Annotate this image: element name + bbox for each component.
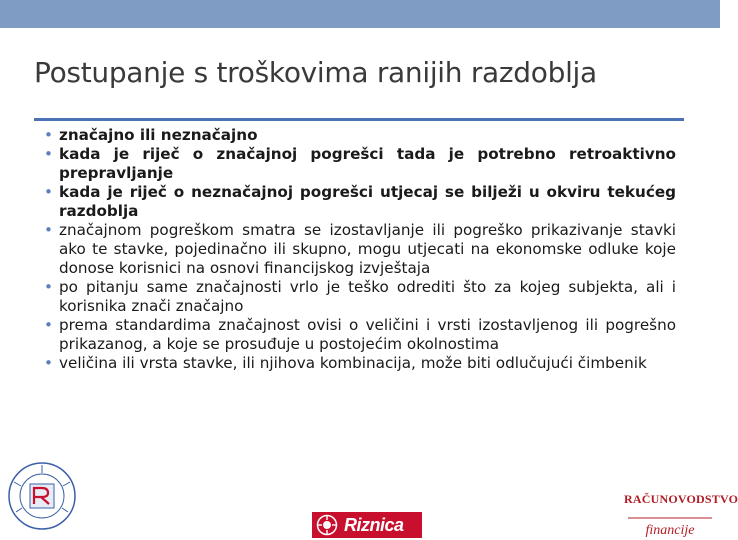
slide-title: Postupanje s troškovima ranijih razdoblja [34,56,597,89]
bullet-list [44,126,676,373]
logo-wordmark-top: RAČUNOVODSTVO [624,492,738,506]
top-band [0,0,720,28]
bullet-item: • kada je riječ o značajnoj pogrešci tada je potrebno retroaktivno prepravljanje [44,145,676,183]
racunovodstvo-financije-logo [624,492,738,538]
title-rule [34,118,684,121]
bullet-item: • značajnom pogreškom smatra se izostavljanje ili pogreško prikazivanje stavki ako te stavke, pojedinačno ili skupno, mogu utjecati na ekonomske odluke koje donose korisnici na osnovi financijskog izvještaja [44,221,676,278]
association-seal-logo [6,460,78,532]
bullet-item: • prema standardima značajnost ovisi o veličini i vrsti izostavljenog ili pogrešno prikazanog, a koje se prosuđuje u postojećim okolnostima [44,316,676,354]
logo-divider [624,516,716,520]
logo-wordmark-bottom: financije [645,523,695,538]
bullet-item: • značajno ili neznačajno [44,126,676,145]
riznica-logo [312,512,422,538]
riznica-wordmark: Riznica [344,514,404,535]
bullet-item: • kada je riječ o neznačajnoj pogrešci utjecaj se bilježi u okviru tekućeg razdoblja [44,183,676,221]
bullet-item: • po pitanju same značajnosti vrlo je teško odrediti što za kojeg subjekta, ali i korisnika znači značajno [44,278,676,316]
bullet-item: • veličina ili vrsta stavke, ili njihova kombinacija, može biti odlučujući čimbenik [44,354,676,373]
riznica-emblem-icon [316,514,338,536]
